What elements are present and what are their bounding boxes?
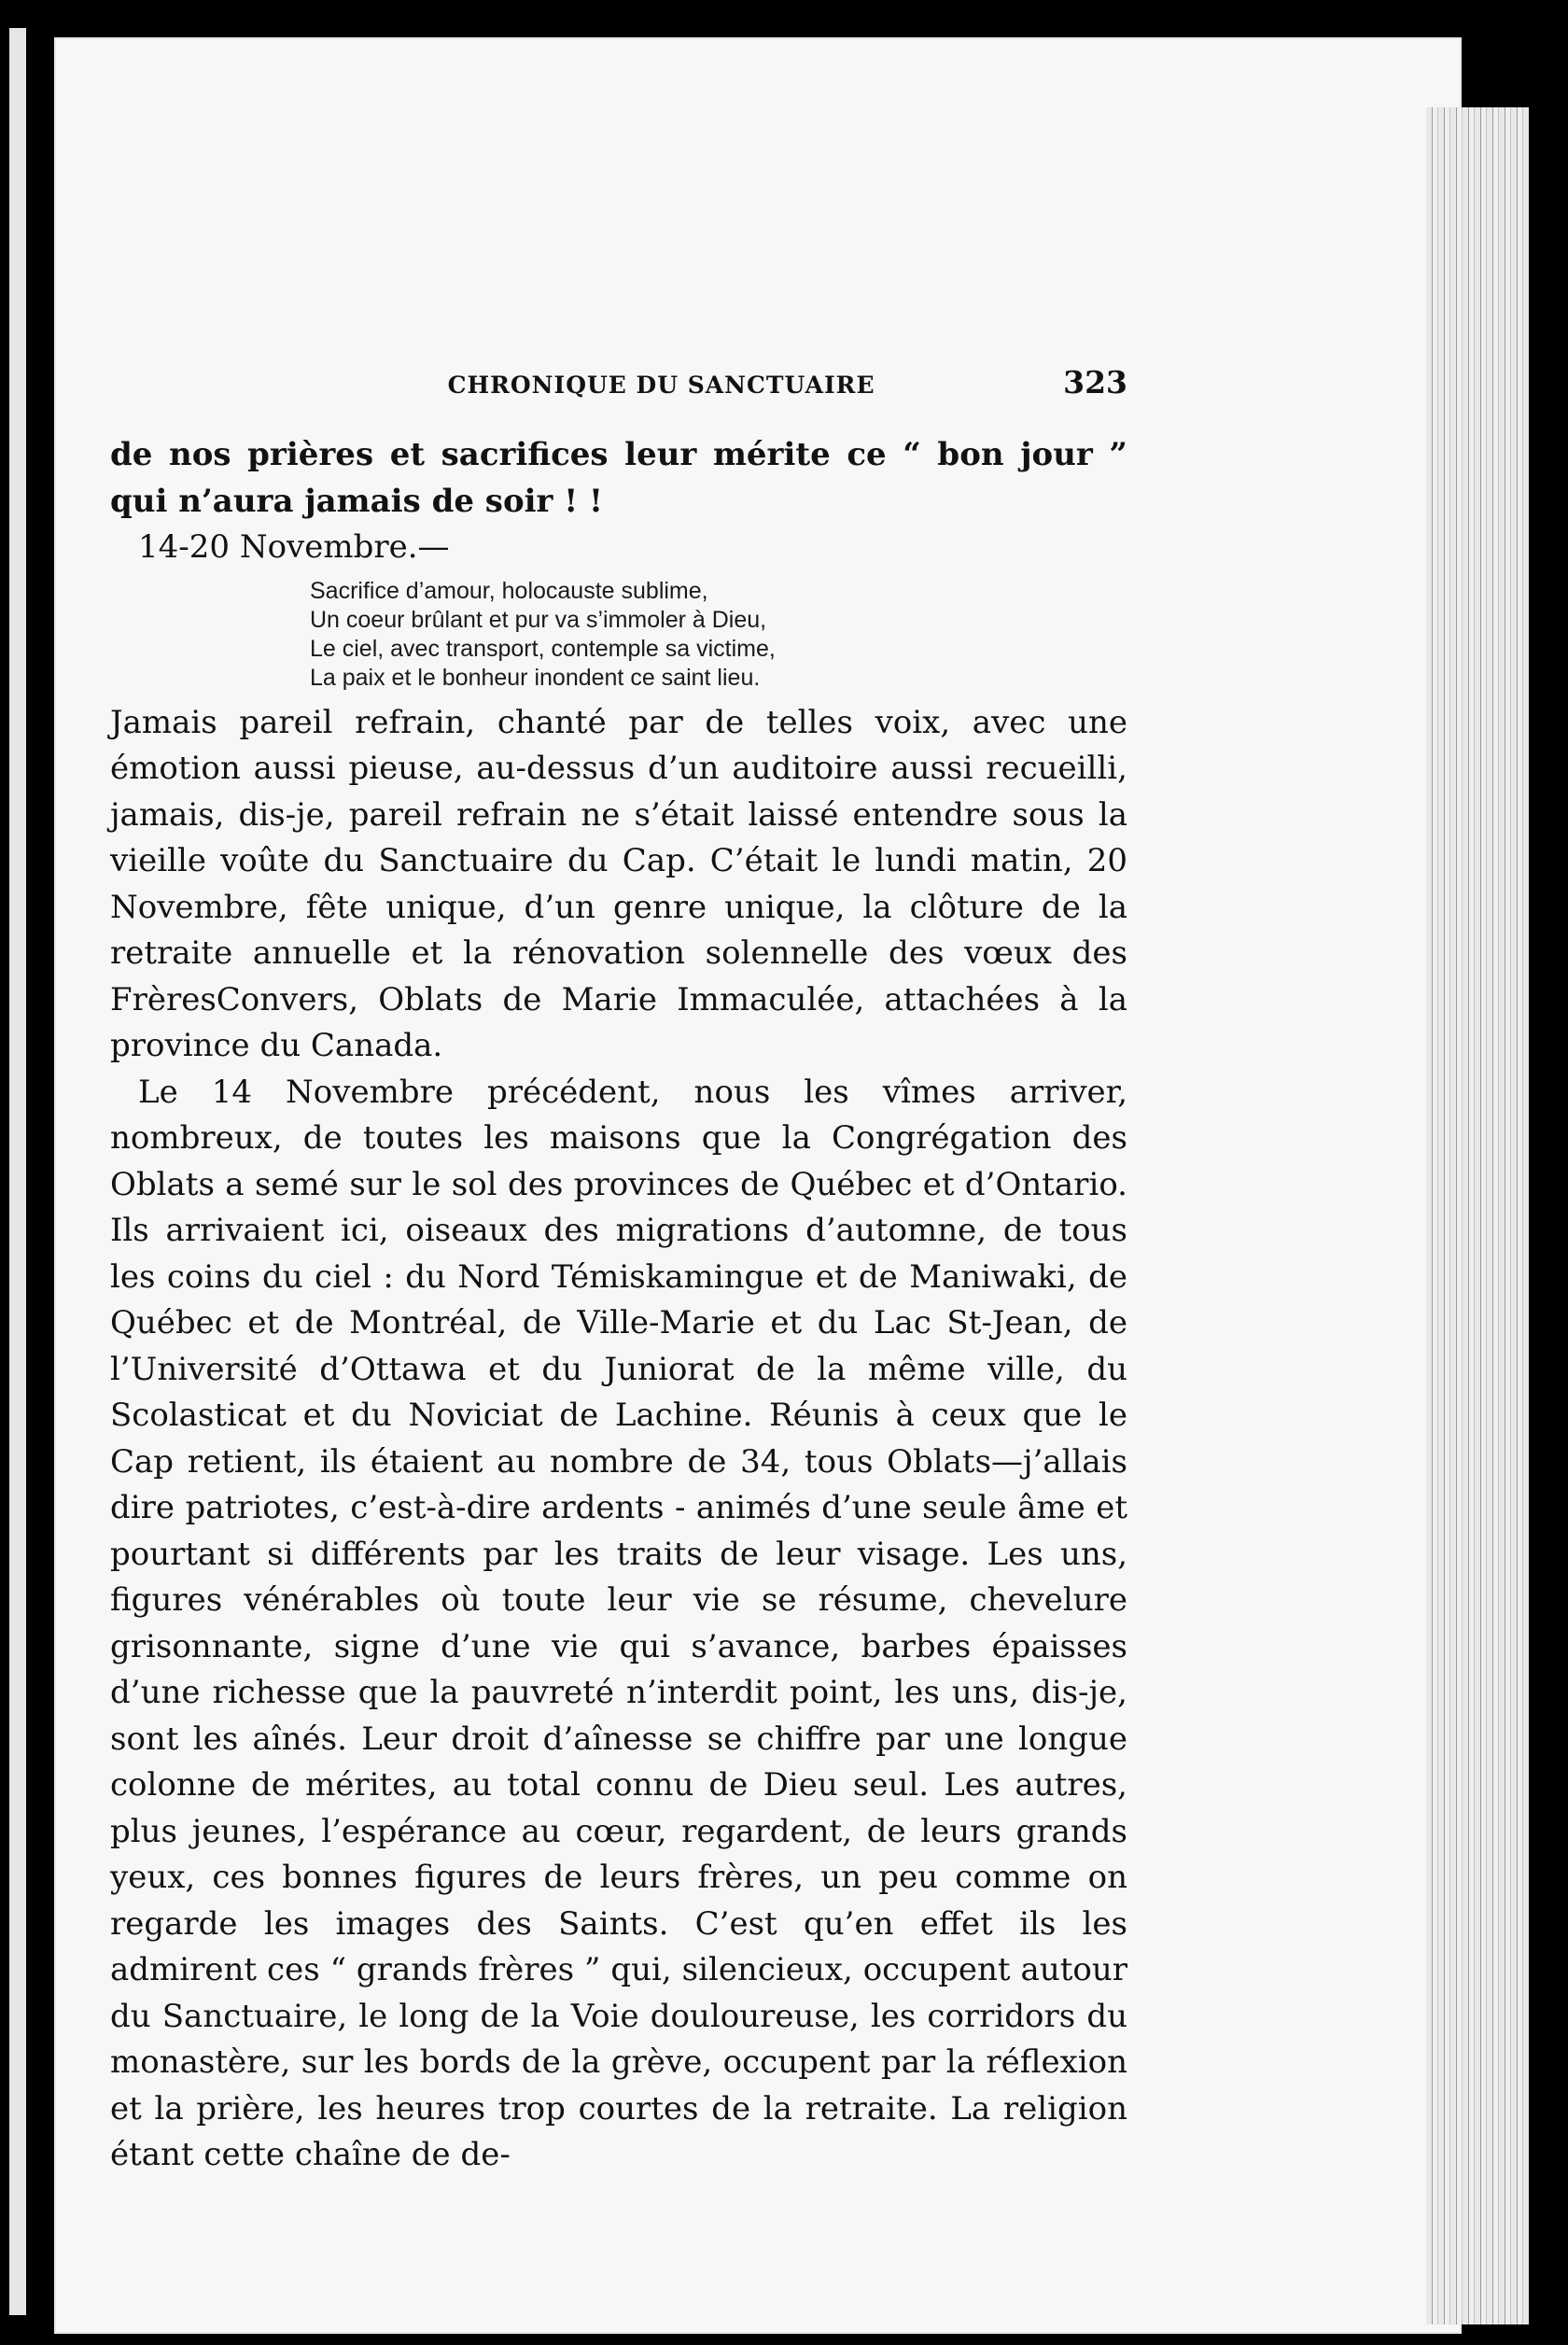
page-fore-edge — [1426, 107, 1529, 2324]
running-title: CHRONIQUE DU SANCTUAIRE — [447, 372, 875, 399]
paragraph-2: Jamais pareil refrain, chanté par de telles voix, avec une émotion aussi pieuse, au-dessus d’un auditoire aussi recueilli, jamais, dis-je, pareil refrain ne s’était laissé entendre sous la vieille voûte du Sanctuaire du Cap. C’était le lundi matin, 20 Novembre, fête unique, d’un genre unique, la clôture de la retraite annuelle et la rénovation solennelle des vœux des FrèresConvers, Oblats de Marie Immaculée, attachées à la province du Canada. — [110, 703, 1127, 1064]
left-page-edge — [0, 0, 54, 2345]
poem-line: La paix et le bonheur inondent ce saint lieu. — [310, 664, 761, 691]
poem-line: Le ciel, avec transport, contemple sa victime, — [310, 635, 776, 662]
poem-line: Sacrifice d’amour, holocauste sublime, — [310, 577, 708, 604]
poem — [310, 577, 1127, 693]
paragraph-3: Le 14 Novembre précédent, nous les vîmes arriver, nombreux, de toutes les maisons que la Congrégation des Oblats a semé sur le sol des provinces de Québec et d’Ontario. Ils arrivaient ici, oiseaux des migrations d’automne, de tous les coins du ciel : du Nord Témiskamingue et de Maniwaki, de Québec et de Montréal, de Ville-Marie et du Lac St-Jean, de l’Université d’Ottawa et du Juniorat de la même ville, du Scolasticat et du Noviciat de Lachine. Réunis à ceux que le Cap retient, ils étaient au nombre de 34, tous Oblats—j’allais dire patriotes, c’est-à-dire ardents - animés d’une seule âme et pourtant si différents par les traits de leur visage. Les uns, figures vénérables où toute leur vie se résume, chevelure grisonnante, signe d’une vie qui s’avance, barbes épaisses d’une richesse que la pauvreté n’interdit point, les uns, dis-je, sont les aînés. Leur droit d’aînesse se chiffre par une longue colonne de mérites, au total connu de Dieu seul. Les autres, plus jeunes, l’espérance au cœur, regardent, de leurs grands yeux, ces bonnes figures de leurs frères, un peu comme on regarde les images des Saints. C’est qu’en effet ils les admirent ces “ grands frères ” qui, silencieux, occupent autour du Sanctuaire, le long de la Voie douloureuse, les corridors du monastère, sur les bords de la grève, occupent par la réflexion et la prière, les heures trop courtes de la retraite. La religion étant cette chaîne de de- — [110, 1073, 1127, 2173]
page-text-block — [110, 364, 1127, 2179]
opening-paragraph: de nos prières et sacrifices leur mérite ce “ bon jour ” qui n’aura jamais de soir ! ! — [110, 436, 1127, 520]
date-heading: 14-20 Novembre.— — [138, 528, 450, 566]
page-number: 323 — [1063, 364, 1127, 400]
poem-line: Un coeur brûlant et pur va s’immoler à Dieu, — [310, 606, 767, 633]
running-head — [110, 364, 1127, 400]
left-sheet-strip — [9, 28, 26, 2315]
